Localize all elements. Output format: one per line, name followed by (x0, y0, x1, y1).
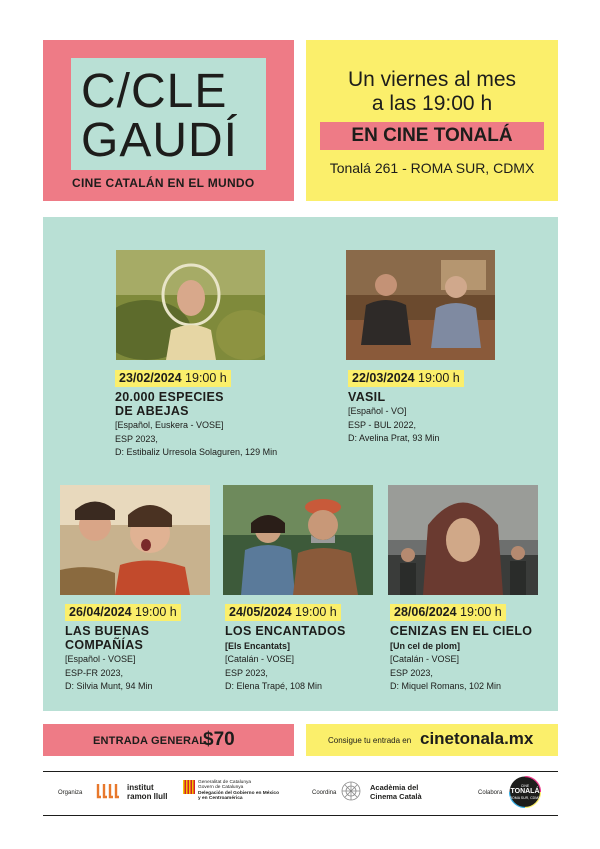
film-date-bar (348, 370, 464, 387)
program-panel (43, 217, 558, 711)
film-card-2 (348, 369, 518, 445)
logo-box (71, 58, 266, 170)
ticket-url-link[interactable]: cinetonala.mx (420, 729, 534, 748)
logo-line-1: C/CLE (81, 65, 228, 118)
film-card-4 (225, 603, 395, 693)
ticket-cta-text: Consigue tu entrada en (328, 736, 412, 745)
film-still-2 (346, 250, 495, 360)
sponsor-divider-bottom (43, 815, 558, 816)
film-card-5 (390, 603, 560, 693)
film-language: [Español - VO] (348, 406, 407, 416)
film-language: [Español - VOSE] (65, 654, 136, 664)
film-title: 20.000 ESPECIES DE ABEJAS (115, 390, 224, 418)
festival-logo-block (43, 40, 294, 201)
film-country-year: ESP - BUL 2022, (348, 419, 417, 430)
schedule-line-1: Un viernes al mes (347, 68, 517, 91)
film-date-bar (115, 370, 231, 387)
film-title: VASIL (348, 390, 386, 404)
institut-ramon-llull-name: institut ramon llull (127, 783, 168, 801)
film-time: 19:00 h (185, 371, 227, 385)
film-original-title: [Els Encantats] (225, 641, 291, 651)
film-country-year: ESP-FR 2023, (65, 667, 124, 678)
generalitat-logo (183, 780, 195, 794)
film-date: 26/04/2024 (69, 605, 132, 619)
film-director: D: Elena Trapé, 108 Min (225, 681, 323, 691)
film-still-5 (388, 485, 538, 595)
ticket-price-bar (43, 724, 294, 756)
venue-address: Tonalá 261 - ROMA SUR, CDMX (329, 160, 535, 176)
film-time: 19:00 h (295, 605, 337, 619)
film-time: 19:00 h (418, 371, 460, 385)
film-language: [Catalán - VOSE] (390, 654, 460, 664)
generalitat-text: Generalitat de Catalunya Govern de Catalunya Delegación del Gobierno en México y en Centroamérica (198, 780, 280, 802)
film-title: CENIZAS EN EL CIELO (390, 624, 533, 638)
academia-name: Acadèmia del Cinema Català (370, 783, 422, 801)
colabora-label: Colabora (478, 790, 503, 796)
ticket-price: $70 (203, 729, 235, 750)
film-language: [Español, Euskera - VOSE] (115, 420, 224, 430)
film-card-3 (65, 603, 235, 693)
film-card-1 (115, 369, 325, 459)
film-country-year: ESP 2023, (225, 667, 268, 678)
film-title: LAS BUENAS COMPAÑÍAS (65, 624, 150, 652)
film-date-bar (390, 604, 506, 621)
film-date-bar (65, 604, 181, 621)
film-date: 24/05/2024 (229, 605, 292, 619)
schedule-line-2: a las 19:00 h (371, 92, 493, 115)
coordina-label: Coordina (312, 790, 337, 796)
tagline: CINE CATALÁN EN EL MUNDO (72, 176, 255, 190)
film-country-year: ESP 2023, (115, 433, 158, 444)
film-date: 28/06/2024 (394, 605, 457, 619)
film-still-4 (223, 485, 373, 595)
film-still-3 (60, 485, 210, 595)
film-title: LOS ENCANTADOS (225, 624, 346, 638)
film-language: [Catalán - VOSE] (225, 654, 295, 664)
academia-cinema-catala-logo (340, 780, 362, 802)
schedule-block (306, 40, 558, 201)
organiza-label: Organiza (58, 790, 83, 796)
venue-band: EN CINE TONALÁ (320, 122, 544, 150)
film-date: 22/03/2024 (352, 371, 415, 385)
film-country-year: ESP 2023, (390, 667, 433, 678)
ticket-cta-bar[interactable] (306, 724, 558, 756)
film-director: D: Silvia Munt, 94 Min (65, 681, 153, 691)
institut-ramon-llull-logo (96, 783, 122, 799)
film-director: D: Avelina Prat, 93 Min (348, 433, 440, 443)
logo-line-2: GAUDÍ (81, 114, 239, 167)
film-director: D: Miquel Romans, 102 Min (390, 681, 502, 691)
film-original-title: [Un cel de plom] (390, 641, 461, 651)
film-date-bar (225, 604, 341, 621)
sponsor-divider-top (43, 771, 558, 772)
film-time: 19:00 h (135, 605, 177, 619)
film-still-1 (116, 250, 265, 360)
ticket-label: ENTRADA GENERAL (93, 735, 207, 747)
film-time: 19:00 h (460, 605, 502, 619)
cine-tonala-logo-text: CINE TONALÁ ROMA SUR, CDMX (509, 784, 541, 800)
film-director: D: Estibaliz Urresola Solaguren, 129 Min (115, 447, 278, 457)
film-date: 23/02/2024 (119, 371, 182, 385)
